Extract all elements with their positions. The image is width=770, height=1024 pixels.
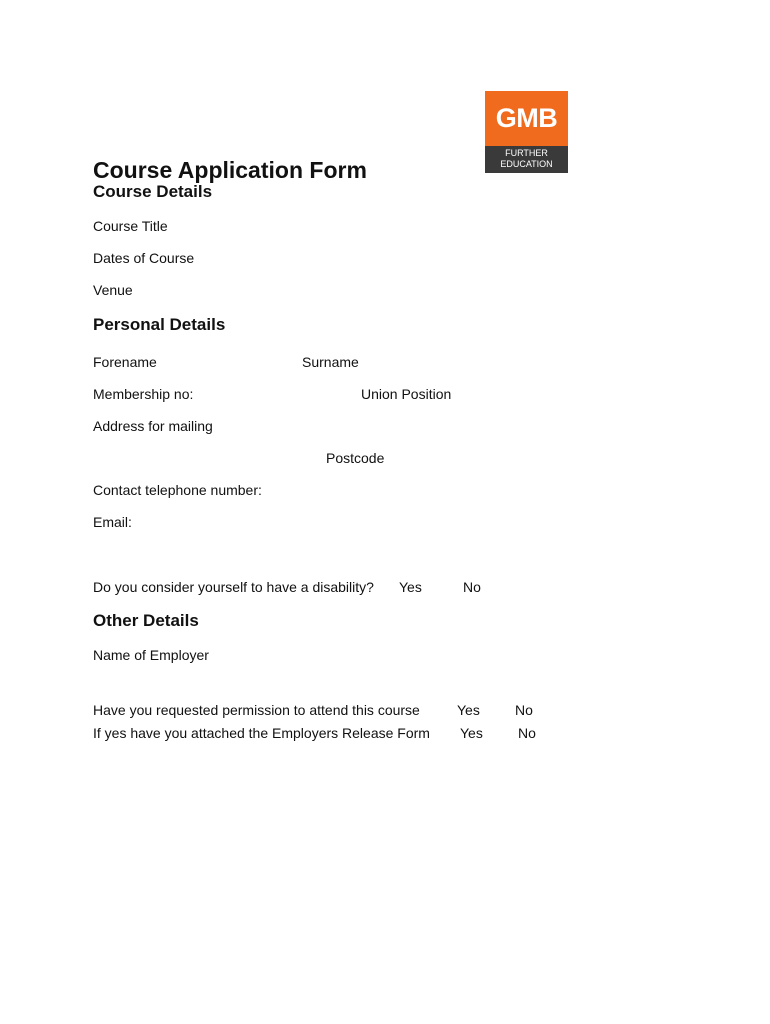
logo-subtitle — [485, 146, 568, 173]
release-form-question: If yes have you attached the Employers Release Form — [93, 725, 430, 741]
surname-label: Surname — [302, 354, 359, 370]
forename-label: Forename — [93, 354, 157, 370]
other-details-heading: Other Details — [93, 611, 199, 630]
gmb-further-education-logo — [485, 91, 568, 173]
dates-of-course-label: Dates of Course — [93, 250, 195, 266]
membership-no-label: Membership no: — [93, 386, 194, 402]
email-label: Email: — [93, 514, 132, 530]
page-title: Course Application Form — [93, 157, 367, 183]
permission-yes-option: Yes — [457, 702, 480, 718]
postcode-label: Postcode — [326, 450, 385, 466]
permission-no-option: No — [515, 702, 533, 718]
release-yes-option: Yes — [460, 725, 483, 741]
disability-yes-option: Yes — [399, 579, 422, 595]
venue-label: Venue — [93, 282, 133, 298]
permission-question: Have you requested permission to attend this course — [93, 702, 420, 718]
personal-details-heading: Personal Details — [93, 315, 226, 334]
logo-line-2: EDUCATION — [500, 159, 553, 169]
logo-line-1: FURTHER — [505, 148, 548, 158]
course-details-heading: Course Details — [93, 182, 213, 201]
disability-no-option: No — [463, 579, 481, 595]
course-title-label: Course Title — [93, 218, 168, 234]
release-no-option: No — [518, 725, 536, 741]
address-label: Address for mailing — [93, 418, 213, 434]
telephone-label: Contact telephone number: — [93, 482, 262, 498]
employer-label: Name of Employer — [93, 647, 209, 663]
logo-brand: GMB — [485, 91, 568, 146]
union-position-label: Union Position — [361, 386, 452, 402]
disability-question: Do you consider yourself to have a disability? — [93, 579, 374, 595]
